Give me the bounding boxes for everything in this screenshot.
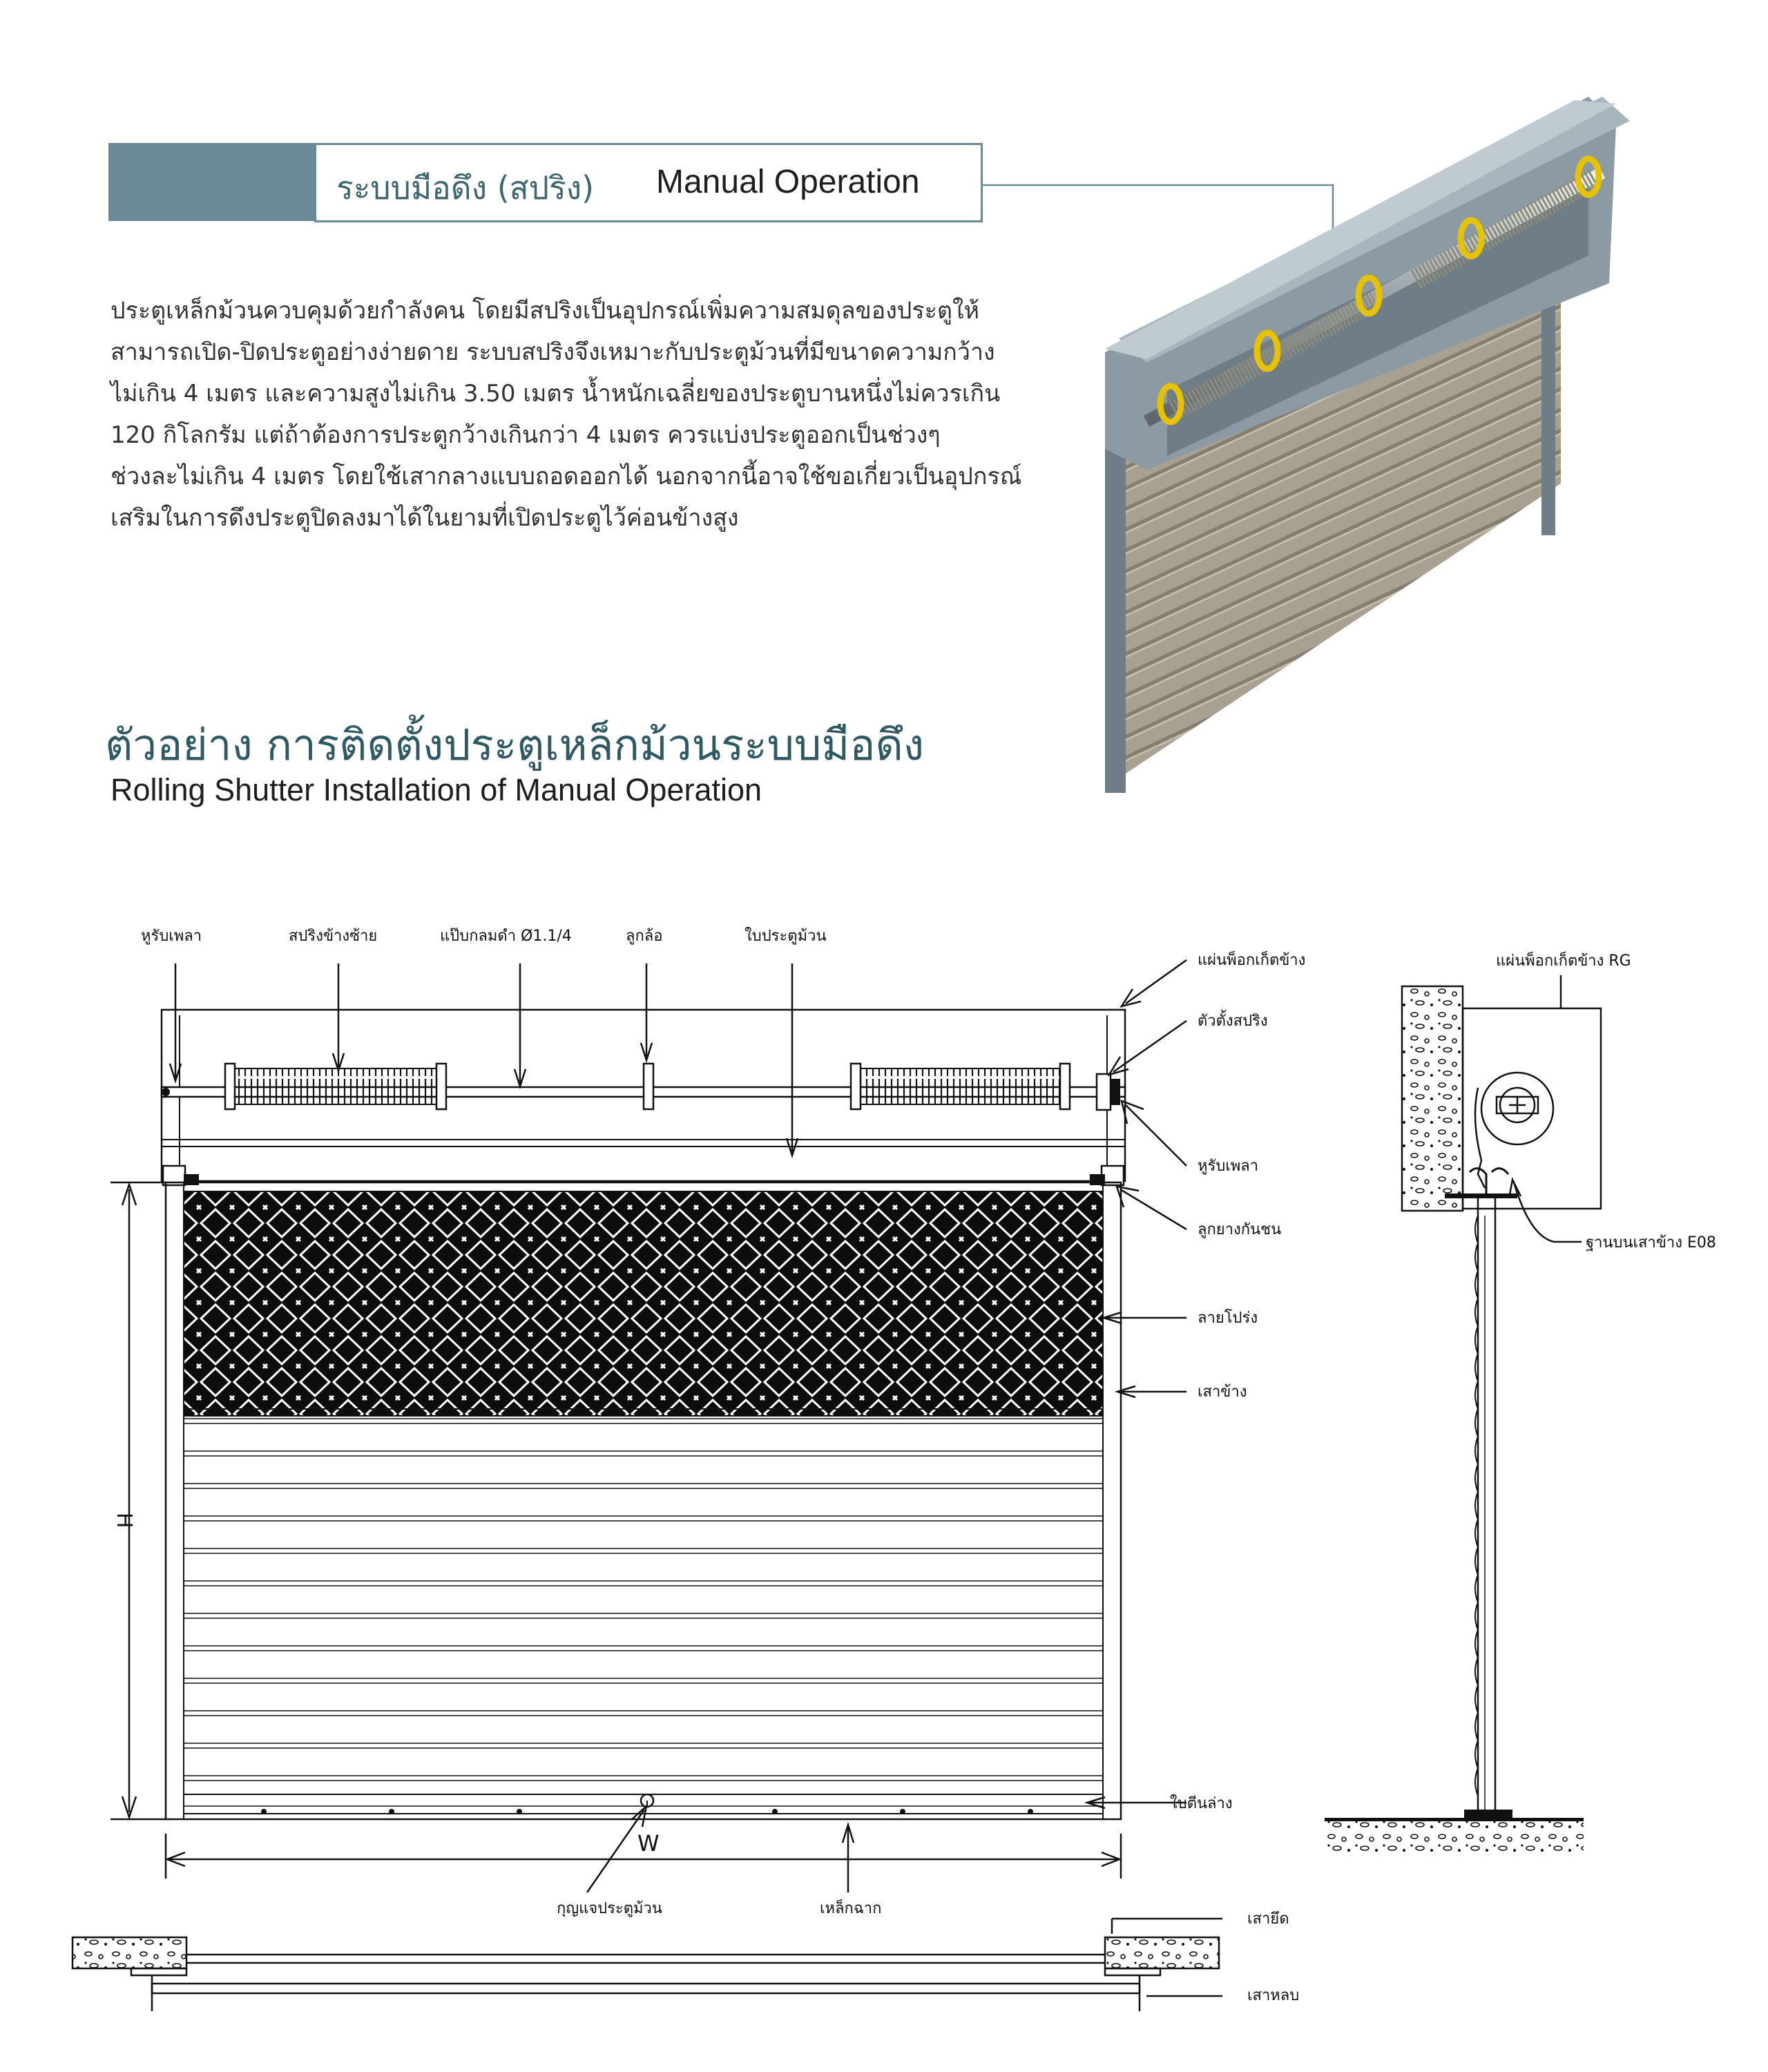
side-section xyxy=(1325,986,1601,1852)
label-side-post: เสาข้าง xyxy=(1198,1383,1247,1401)
label-fixing-post: เสายึด xyxy=(1247,1910,1289,1928)
label-angle-steel: เหล็กฉาก xyxy=(820,1900,882,1917)
label-base-post: ฐานบนเสาข้าง E08 xyxy=(1586,1234,1716,1251)
top-leaders xyxy=(170,963,798,1155)
label-shaft-holder-right: หูรับเพลา xyxy=(1198,1158,1259,1175)
label-black-pipe: แป๊บกลมดำ Ø1.1/4 xyxy=(440,928,572,945)
description-line: ประตูเหล็กม้วนควบคุมด้วยกำลังคน โดยมีสปริงเป็นอุปกรณ์เพิ่มความสมดุลของประตูให้ xyxy=(110,297,979,325)
label-wheel: ลูกล้อ xyxy=(626,928,663,945)
width-label: W xyxy=(637,1830,660,1857)
header-title-thai: ระบบมือดึง (สปริง) xyxy=(336,169,595,207)
label-left-spring: สปริงข้างซ้าย xyxy=(289,928,378,945)
description-line: 120 กิโลกรัม แต่ถ้าต้องการประตูกว้างเกินกว่า 4 เมตร ควรแบ่งประตูออกเป็นช่วงๆ xyxy=(110,421,941,449)
height-label: H xyxy=(112,1513,136,1528)
section-title-english: Rolling Shutter Installation of Manual Operation xyxy=(110,772,762,807)
plan-view xyxy=(73,1937,1219,2011)
label-curtain: ใบประตูม้วน xyxy=(744,928,827,945)
description-line: ช่วงละไม่เกิน 4 เมตร โดยใช้เสากลางแบบถอดออกได้ นอกจากนี้อาจใช้ขอเกี่ยวเป็นอุปกรณ์ xyxy=(110,463,1022,490)
shutter-3d-illustration xyxy=(1105,97,1630,793)
front-elevation xyxy=(162,1010,1125,1819)
label-perforated: ลายโปร่ง xyxy=(1198,1310,1258,1327)
description-line: ไม่เกิน 4 เมตร และความสูงไม่เกิน 3.50 เมตร น้ำหนักเฉลี่ยของประตูบานหนึ่งไม่ควรเกิน xyxy=(110,380,1001,407)
label-lock: กุญแจประตูม้วน xyxy=(557,1900,662,1917)
label-bracket-rg: แผ่นพ็อกเก็ตข้าง RG xyxy=(1496,952,1631,970)
label-spring-setter: ตัวตั้งสปริง xyxy=(1198,1013,1268,1030)
label-hidden-post: เสาหลบ xyxy=(1247,1987,1300,2004)
label-shaft-holder-top: หูรับเพลา xyxy=(141,928,202,945)
description-line: สามารถเปิด-ปิดประตูอย่างง่ายดาย ระบบสปริงจึงเหมาะกับประตูม้วนที่มีขนาดความกว้าง xyxy=(110,338,995,366)
description-line: เสริมในการดึงประตูปิดลงมาได้ในยามที่เปิดประตูไว้ค่อนข้างสูง xyxy=(110,504,739,532)
section-title-thai: ตัวอย่าง การติดตั้งประตูเหล็กม้วนระบบมือดึง xyxy=(105,720,924,770)
header-title-english: Manual Operation xyxy=(656,164,920,200)
label-side-bracket: แผ่นพ็อกเก็ตข้าง xyxy=(1198,952,1306,969)
label-rubber-stopper: ลูกยางกันชน xyxy=(1198,1221,1282,1238)
label-bottom-rail: ใบตีนล่าง xyxy=(1170,1795,1233,1812)
